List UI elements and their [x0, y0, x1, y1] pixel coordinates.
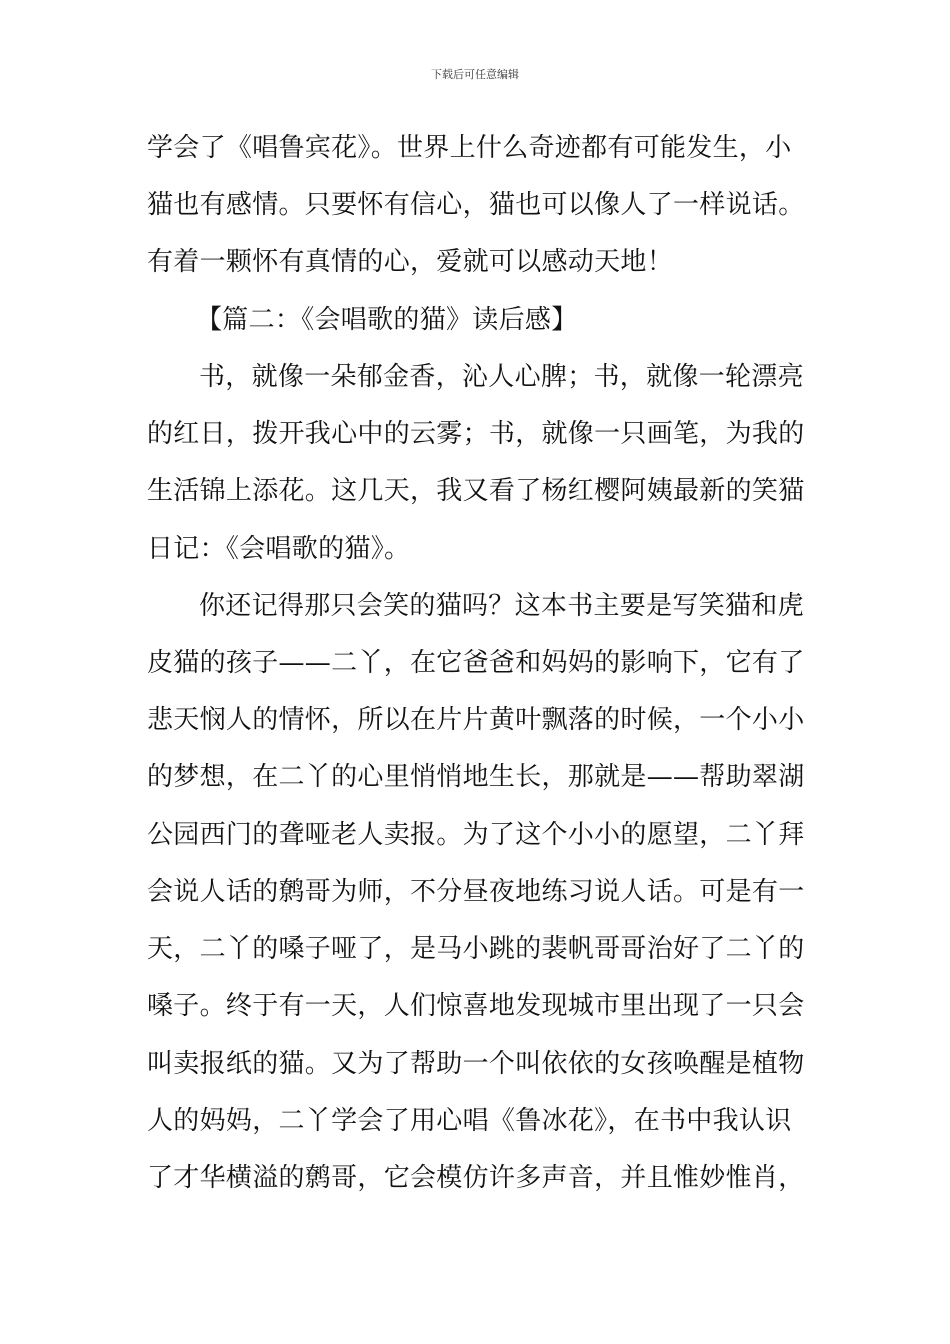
text-line: 你还记得那只会笑的猫吗？这本书主要是写笑猫和虎 — [199, 591, 804, 621]
text-line: 人的妈妈，二丫学会了用心唱《鲁冰花》，在书中我认识 — [147, 1106, 792, 1136]
text-line: 皮猫的孩子——二丫，在它爸爸和妈妈的影响下，它有了 — [147, 648, 805, 678]
text-line: 猫也有感情。只要怀有信心，猫也可以像人了一样说话。 — [147, 190, 805, 220]
text-line: 的梦想，在二丫的心里悄悄地生长，那就是——帮助翠湖 — [147, 762, 805, 792]
section-heading: 【篇二：《会唱歌的猫》读后感】 — [196, 305, 578, 335]
text-line: 悲天悯人的情怀，所以在片片黄叶飘落的时候，一个小小 — [147, 705, 805, 735]
page-header: 下载后可任意编辑 — [431, 68, 519, 81]
text-line: 日记：《会唱歌的猫》。 — [147, 534, 411, 564]
text-line: 了才华横溢的鹩哥，它会模仿许多声音，并且惟妙惟肖， — [147, 1163, 805, 1193]
text-line: 有着一颗怀有真情的心，爱就可以感动天地！ — [147, 247, 674, 277]
text-line: 会说人话的鹩哥为师，不分昼夜地练习说人话。可是有一 — [147, 877, 805, 907]
text-line: 生活锦上添花。这几天，我又看了杨红樱阿姨最新的笑猫 — [147, 476, 805, 506]
text-line: 嗓子。终于有一天，人们惊喜地发现城市里出现了一只会 — [147, 991, 805, 1021]
text-line: 公园西门的聋哑老人卖报。为了这个小小的愿望，二丫拜 — [147, 820, 805, 850]
text-line: 学会了《唱鲁宾花》。世界上什么奇迹都有可能发生，小 — [147, 133, 792, 163]
text-line: 叫卖报纸的猫。又为了帮助一个叫依依的女孩唤醒是植物 — [147, 1049, 805, 1079]
text-line: 天，二丫的嗓子哑了，是马小跳的裴帆哥哥治好了二丫的 — [147, 934, 805, 964]
text-line: 的红日，拨开我心中的云雾；书，就像一只画笔，为我的 — [147, 419, 805, 449]
text-line: 书，就像一朵郁金香，沁人心脾；书，就像一轮漂亮 — [199, 362, 804, 392]
